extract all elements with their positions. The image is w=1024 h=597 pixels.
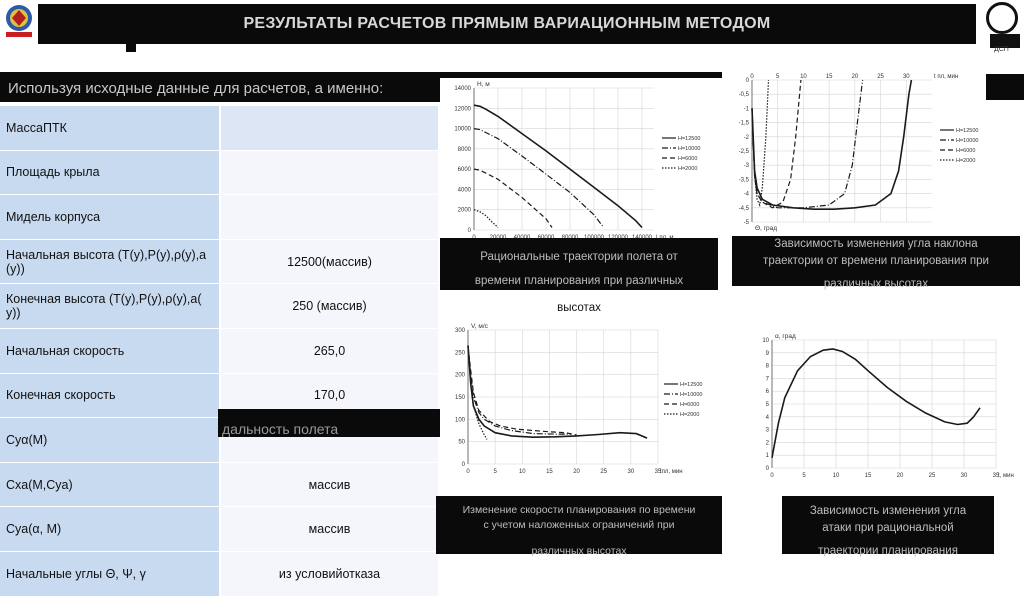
caption-1-line-3: высотах [557,302,601,314]
y-axis-label: Θ, град [755,225,778,232]
y-tick-label: 2000 [457,207,471,214]
legend-label: H=12500 [678,136,701,142]
chart-speed [440,316,722,486]
y-tick-label: 10 [762,338,769,344]
param-label: Конечная скорость [0,373,220,418]
caption-3-line-1: Изменение скорости планирования по времени [462,504,696,516]
legend-label: H=2000 [956,158,976,164]
right-edge-band [986,74,1024,100]
y-tick-label: 10000 [454,126,471,133]
x-tick-label: 5 [802,473,806,479]
param-value: из условийотказа [220,551,438,596]
y-tick-label: -4 [743,191,749,198]
param-label: Начальная высота (T(y),P(y),ρ(y),a (y)) [0,239,220,284]
x-tick-label: 15 [825,74,833,80]
corner-label: ДСП [994,46,1009,53]
legend-label: H=10000 [956,138,979,144]
legend-label: H=10000 [678,146,701,152]
x-tick-label: 5 [493,469,497,475]
param-label: МассаПТК [0,106,220,150]
param-value: массив [220,462,438,507]
x-tick-label: 0 [750,74,754,80]
x-axis-label: t, мин [998,473,1014,479]
x-tick-label: 25 [600,469,608,475]
param-value: массив [220,507,438,552]
table-row [0,328,438,373]
y-tick-label: 12000 [454,106,471,113]
x-axis-label: tпл, мин [660,469,683,475]
x-tick-label: 20 [896,473,904,479]
x-tick-label: 15 [546,469,553,475]
legend-label: H=12500 [956,128,979,134]
y-tick-label: 50 [458,439,465,446]
caption-2-line-3: различных высотах [823,278,929,290]
table-row [0,284,438,329]
y-tick-label: 6000 [457,167,471,174]
x-tick-label: 0 [466,469,470,475]
table-row [0,106,438,150]
x-tick-label: 10 [518,469,526,475]
legend-label: H=6000 [678,156,698,162]
y-axis-label: α, град [775,333,796,340]
legend-label: H=6000 [956,148,976,154]
table-row [0,507,438,552]
legend-label: H=12500 [680,382,703,388]
param-label: Конечная высота (T(y),P(y),ρ(y),a( y)) [0,284,220,329]
legend-label: H=6000 [680,402,700,408]
legend-label: H=2000 [680,412,700,418]
y-tick-label: 0 [745,78,749,84]
y-tick-label: -4,5 [738,205,749,212]
emblem-logo [2,2,36,40]
y-tick-label: 4000 [457,187,471,194]
y-tick-label: -3,5 [738,177,749,184]
x-tick-label: 10 [832,473,840,479]
caption-2-line-1: Зависимость изменения угла наклона [774,238,978,250]
overlay-text: дальность полета [222,421,339,437]
x-tick-label: 20 [573,469,580,475]
y-tick-label: 7 [765,376,769,383]
y-tick-label: -1,5 [738,120,749,127]
param-label: Мидель корпуса [0,195,220,240]
param-value: 12500(массив) [220,239,438,284]
y-tick-label: 3 [765,427,769,434]
param-value [220,150,438,195]
circle-icon [986,2,1018,34]
y-axis-label: V, м/с [471,323,488,330]
param-value: 170,0 [220,373,438,418]
table-row [0,462,438,507]
x-tick-label: 25 [928,473,936,479]
param-label: Площадь крыла [0,150,220,195]
chart-attack-angle [730,314,1014,486]
x-tick-label: 30 [902,74,910,80]
param-value: 250 (массив) [220,284,438,329]
table-row [0,150,438,195]
caption-1-line-1: Рациональные траектории полета от [480,251,678,263]
y-tick-label: -5 [743,220,749,226]
param-label: Cyα(M) [0,418,220,463]
caption-1-line-2: времени планирования при различных [474,275,684,287]
x-tick-label: 10 [800,74,807,80]
param-label: Cxa(M,Cya) [0,462,220,507]
y-tick-label: 8 [765,363,769,370]
chart-trajectories [440,78,722,238]
y-tick-label: 5 [765,402,769,408]
x-tick-label: 30 [960,473,968,479]
param-label: Начальные углы Θ, Ψ, γ [0,551,220,596]
y-tick-label: -2 [743,134,749,141]
x-tick-label: 25 [877,74,884,80]
y-tick-label: 8000 [457,146,471,153]
caption-4-line-1: Зависимость изменения угла [809,505,967,517]
subtitle-text: Используя исходные данные для расчетов, а именно: [8,80,384,97]
y-axis-label: H, м [477,81,490,88]
chart-bg [440,316,722,486]
title-bar-tab [126,40,136,52]
x-tick-label: 35 [992,473,1000,479]
y-tick-label: 0 [467,228,471,234]
param-value [220,106,438,150]
x-tick-label: 35 [654,469,662,475]
caption-4-line-2: атаки при рациональной [822,522,954,534]
table-row [0,195,438,240]
caption-4-line-3: траектории планирования [818,545,958,557]
caption-2-line-2: траектории от времени планирования при [763,255,989,267]
y-tick-label: 300 [454,328,465,334]
y-tick-label: -0,5 [738,92,749,99]
param-label: Cya(α, M) [0,507,220,552]
table-row [0,551,438,596]
chart-trajectory-angle [730,70,985,230]
y-tick-label: 150 [454,395,465,401]
y-tick-label: 6 [765,389,769,396]
x-tick-label: 0 [770,473,774,479]
y-tick-label: 200 [454,372,465,379]
x-tick-label: 30 [627,469,635,475]
param-value [220,195,438,240]
x-tick-label: 20 [851,74,859,80]
legend-label: H=2000 [678,166,698,172]
x-tick-label: 15 [864,473,872,479]
y-tick-label: -2,5 [738,149,749,155]
x-axis-label: t пл, мин [934,74,959,80]
x-tick-label: 5 [776,74,780,80]
y-tick-label: 0 [461,462,465,468]
y-tick-label: 4 [765,414,769,421]
legend-label: H=10000 [680,392,703,398]
caption-3-line-2: с учетом наложенных ограничений при [483,519,675,531]
y-tick-label: -3 [743,163,749,170]
y-tick-label: 9 [765,350,769,357]
y-tick-label: 1 [765,453,769,460]
param-value: 265,0 [220,328,438,373]
y-tick-label: 250 [454,350,465,357]
caption-3-line-3: различных высотах [531,545,627,557]
y-tick-label: -1 [743,106,749,113]
parameters-table [0,106,438,597]
y-tick-label: 2 [765,440,769,447]
param-label: Начальная скорость [0,328,220,373]
y-tick-label: 0 [765,466,769,472]
y-tick-label: 14000 [454,86,471,92]
y-tick-label: 100 [454,417,465,424]
table-row [0,239,438,284]
page-title: РЕЗУЛЬТАТЫ РАСЧЕТОВ ПРЯМЫМ ВАРИАЦИОННЫМ МЕТОДОМ [243,15,771,32]
